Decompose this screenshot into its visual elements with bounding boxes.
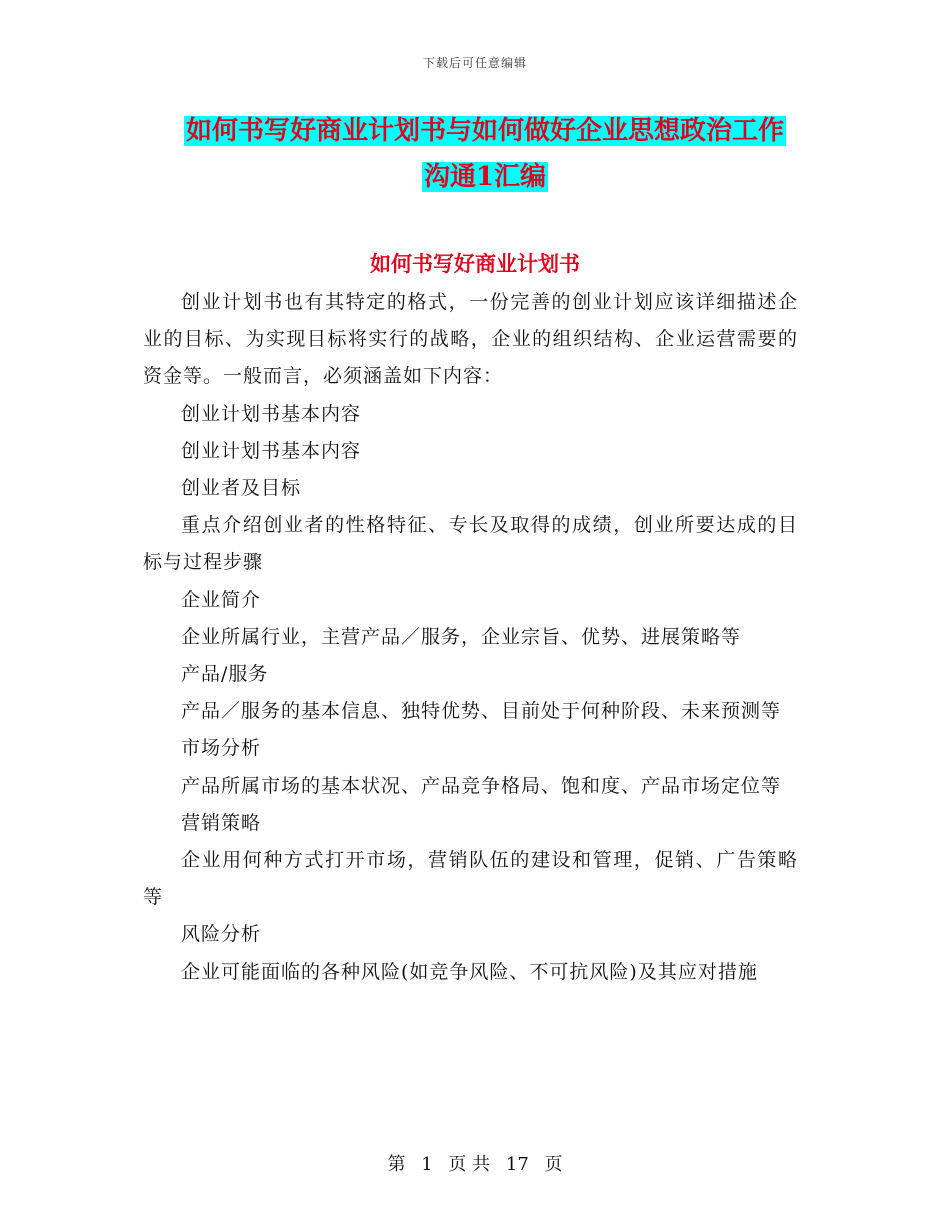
paragraph: 创业者及目标 xyxy=(181,477,302,500)
footer-page-number: 1 xyxy=(421,1154,433,1175)
paragraph: 企业可能面临的各种风险(如竞争风险、不可抗风险)及其应对措施 xyxy=(181,960,758,983)
footer-prefix: 第 xyxy=(387,1154,406,1175)
section-title: 如何书写好商业计划书 xyxy=(370,251,580,276)
paragraph: 创业计划书基本内容 xyxy=(181,402,362,425)
paragraph: 产品／服务的基本信息、独特优势、目前处于何种阶段、未来预测等 xyxy=(181,700,782,723)
paragraph: 重点介绍创业者的性格特征、专长及取得的成绩，创业所要达成的目标与过程步骤 xyxy=(143,514,798,574)
document-title xyxy=(140,108,830,200)
paragraph: 市场分析 xyxy=(181,737,262,760)
paragraph: 企业用何种方式打开市场，营销队伍的建设和管理，促销、广告策略等 xyxy=(143,849,798,909)
paragraph: 营销策略 xyxy=(181,811,262,834)
title-line-2: 沟通1汇编 xyxy=(423,162,547,192)
body-text xyxy=(143,284,798,991)
footer-mid: 页 共 xyxy=(448,1154,491,1175)
paragraph: 创业计划书也有其特定的格式，一份完善的创业计划应该详细描述企业的目标、为实现目标将实行的战略，企业的组织结构、企业运营需要的资金等。一般而言，必须涵盖如下内容： xyxy=(143,291,798,388)
paragraph: 风险分析 xyxy=(181,923,262,946)
header-note: 下载后可任意编辑 xyxy=(422,56,527,70)
paragraph: 产品/服务 xyxy=(181,663,269,686)
paragraph: 企业所属行业，主营产品／服务，企业宗旨、优势、进展策略等 xyxy=(181,625,742,648)
paragraph: 产品所属市场的基本状况、产品竞争格局、饱和度、产品市场定位等 xyxy=(181,774,782,797)
paragraph: 创业计划书基本内容 xyxy=(181,439,362,462)
paragraph: 企业简介 xyxy=(181,588,262,611)
footer-total-pages: 17 xyxy=(505,1154,529,1175)
page-footer xyxy=(0,1150,950,1176)
footer-suffix: 页 xyxy=(544,1154,563,1175)
title-line-1: 如何书写好商业计划书与如何做好企业思想政治工作 xyxy=(185,116,784,146)
